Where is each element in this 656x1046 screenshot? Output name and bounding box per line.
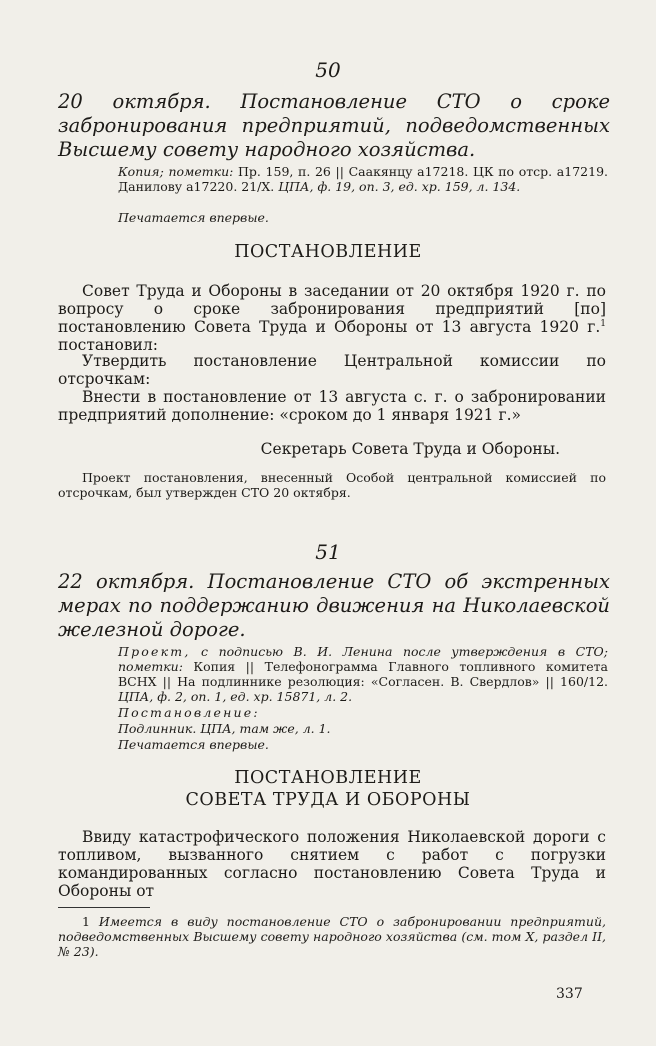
doc50-p1-text: Совет Труда и Обороны в заседании от 20 октября 1920 г. по вопросу о сроке забронирования предприятий [по] постановлению Совета Труда и Обороны от 13 августа 1920 г. — [58, 282, 606, 336]
doc50-heading: ПОСТАНОВЛЕНИЕ — [234, 242, 422, 262]
doc51-meta-archive: ЦПА, ф. 2, оп. 1, ед. хр. 15871, л. 2. — [118, 689, 353, 704]
doc50-meta-archive: ЦПА, ф. 19, оп. 3, ед. хр. 159, л. 134. — [278, 179, 521, 194]
footnote-text: Имеется в виду постановление СТО о забронировании предприятий, подведомственных Высшему совету народного хозяйства (см. том X, раздел II, № 23). — [58, 914, 606, 959]
doc50-p1-end: постановил: — [58, 336, 158, 354]
doc51-meta-text1: с подписью В. И. Ленина после утверждения в СТО; пометки: — [118, 644, 608, 674]
doc50-printed-first: Печатается впервые. — [118, 210, 269, 225]
footnote-mark: 1 — [82, 914, 90, 929]
doc51-meta — [118, 644, 608, 704]
footnote-rule — [58, 907, 150, 908]
doc51-number: 51 — [315, 540, 341, 564]
doc51-meta-text2: Копия || Телефонограмма Главного топливного комитета ВСНХ || На подлиннике резолюция: «Согласен. В. Свердлов» || 160/12. — [118, 659, 608, 689]
footnote — [58, 914, 606, 959]
doc51-paragraph-1: Ввиду катастрофического положения Николаевской дороги с топливом, вызванного снятием с работ с погрузки командированных согласно постановлению Совета Труда и Обороны от — [58, 828, 606, 900]
doc51-heading-2: СОВЕТА ТРУДА И ОБОРОНЫ — [185, 790, 471, 810]
doc50-meta-text: Пр. 159, п. 26 || Саакянцу а17218. ЦК по отср. а17219. Данилову а17220. 21/X. — [118, 164, 608, 194]
doc50-note: Проект постановления, внесенный Особой центральной комиссией по отсрочкам, был утвержден СТО 20 октября. — [58, 470, 606, 500]
doc50-meta-label: Копия; пометки: — [118, 164, 234, 179]
doc50-title: 20 октября. Постановление СТО о сроке забронирования предприятий, подведомственных Высшему совету народного хозяйства. — [58, 90, 610, 161]
doc51-original: Подлинник. ЦПА, там же, л. 1. — [118, 721, 331, 736]
doc51-printed-first: Печатается впервые. — [118, 737, 269, 752]
doc51-title: 22 октября. Постановление СТО об экстренных мерах по поддержанию движения на Николаевской железной дороге. — [58, 570, 610, 641]
doc51-meta-label2: Постановление: — [118, 705, 260, 720]
footnote-ref: 1 — [600, 318, 606, 329]
doc50-paragraph-3: Внести в постановление от 13 августа с. г. о забронировании предприятий дополнение: «сроком до 1 января 1921 г.» — [58, 388, 606, 424]
doc51-heading-1: ПОСТАНОВЛЕНИЕ — [234, 768, 422, 788]
page-number: 337 — [556, 986, 583, 1002]
doc50-paragraph-2: Утвердить постановление Центральной комиссии по отсрочкам: — [58, 352, 606, 388]
doc50-meta — [118, 164, 608, 194]
doc50-paragraph-1 — [58, 282, 606, 354]
doc51-meta-label: Проект, — [118, 644, 191, 659]
doc50-signature: Секретарь Совета Труда и Обороны. — [260, 440, 560, 458]
doc50-number: 50 — [315, 58, 341, 82]
